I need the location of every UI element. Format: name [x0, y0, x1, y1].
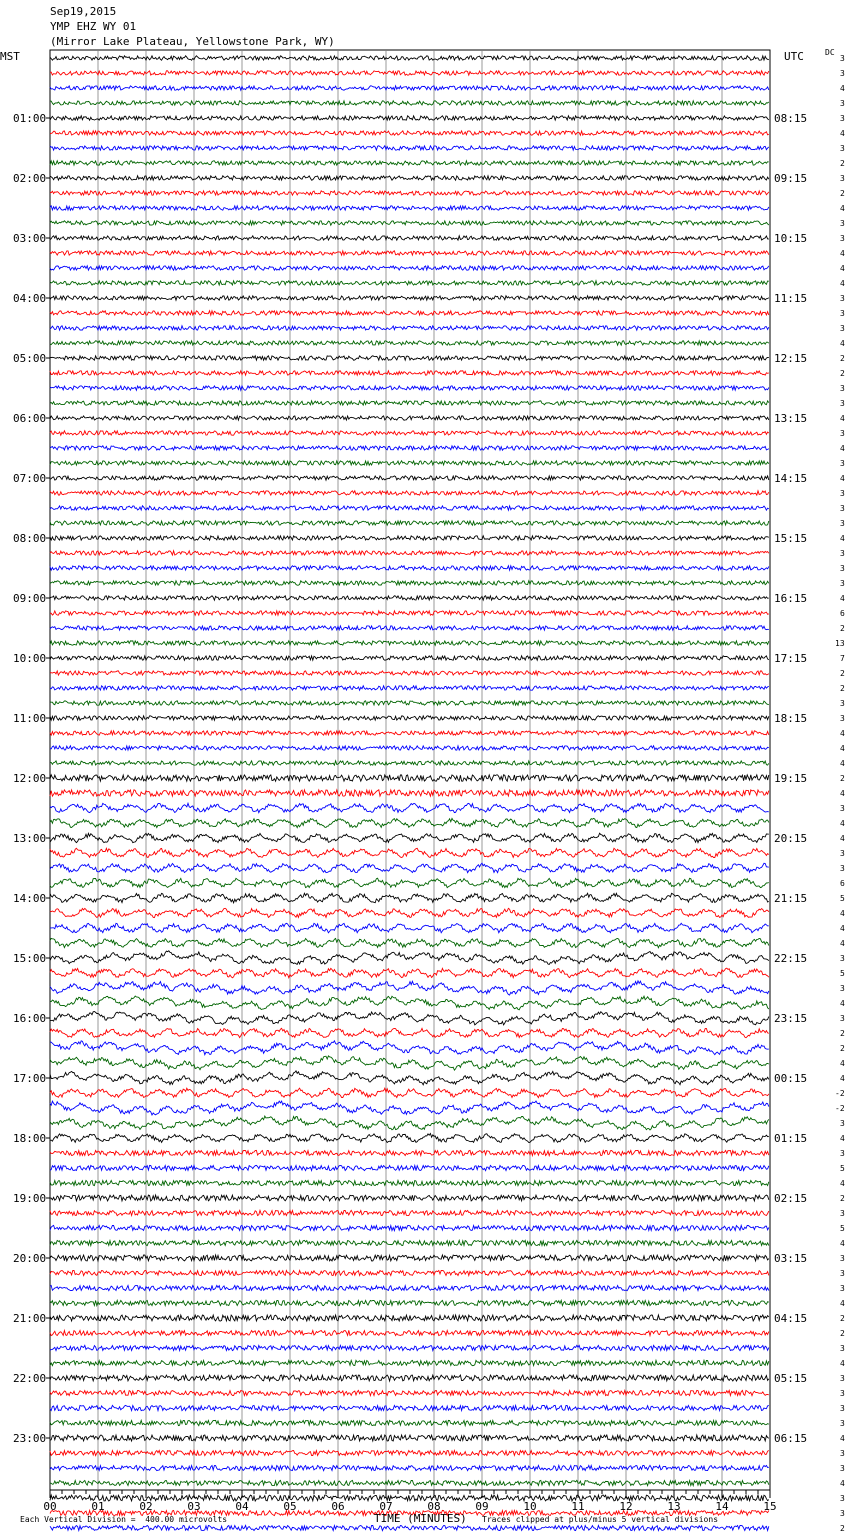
right-hour-label: 03:15: [774, 1252, 808, 1265]
station-location: (Mirror Lake Plateau, Yellowstone Park, WY): [50, 35, 335, 48]
seismic-trace: [50, 1360, 769, 1365]
dc-offset-label: 4: [840, 204, 845, 213]
left-hour-label: 16:00: [13, 1012, 47, 1025]
dc-offset-label: 4: [840, 744, 845, 753]
seismic-trace: [50, 848, 769, 857]
seismic-trace: [50, 1345, 769, 1350]
dc-offset-label: 4: [840, 1359, 845, 1368]
seismic-trace: [50, 311, 769, 315]
dc-offset-label: 2: [840, 1029, 845, 1038]
dc-offset-label: 3: [840, 1254, 845, 1263]
seismic-trace: [50, 1180, 769, 1185]
dc-offset-label: 3: [840, 234, 845, 243]
dc-offset-label: 3: [840, 1149, 845, 1158]
seismic-trace: [50, 221, 769, 225]
seismic-trace: [50, 1116, 769, 1130]
left-hour-label: 20:00: [13, 1252, 47, 1265]
left-hour-label: 18:00: [13, 1132, 47, 1145]
x-tick-label: 09: [475, 1500, 489, 1513]
right-timezone-label: UTC: [784, 50, 804, 63]
dc-offset-label: 3: [840, 804, 845, 813]
seismic-trace: [50, 893, 769, 903]
dc-offset-label: 3: [840, 1494, 845, 1503]
right-hour-label: 05:15: [774, 1372, 808, 1385]
seismic-trace: [50, 656, 769, 660]
right-hour-label: 13:15: [774, 412, 808, 425]
dc-offset-label: 4: [840, 414, 845, 423]
left-hour-label: 06:00: [13, 412, 47, 425]
seismic-trace: [50, 581, 769, 585]
left-hour-label: 08:00: [13, 532, 47, 545]
left-hour-label: 02:00: [13, 172, 47, 185]
dc-offset-label: 3: [840, 504, 845, 513]
dc-offset-label: 2: [840, 1194, 845, 1203]
dc-offset-label: 6: [840, 609, 845, 618]
seismic-trace: [50, 236, 769, 240]
right-hour-label: 22:15: [774, 952, 808, 965]
seismic-trace: [50, 1270, 769, 1275]
dc-offset-label: 4: [840, 474, 845, 483]
left-hour-label: 21:00: [13, 1312, 47, 1325]
x-tick-label: 12: [619, 1500, 633, 1513]
dc-offset-label: 3: [840, 1284, 845, 1293]
dc-offset-label: 3: [840, 399, 845, 408]
dc-offset-label: 13: [835, 639, 845, 648]
x-tick-label: 07: [379, 1500, 393, 1513]
seismic-trace: [50, 746, 769, 750]
dc-offset-label: 4: [840, 1479, 845, 1488]
dc-offset-label: 4: [840, 834, 845, 843]
dc-offset-label: 4: [840, 999, 845, 1008]
dc-offset-label: 4: [840, 594, 845, 603]
seismic-trace: [50, 996, 769, 1010]
dc-offset-label: 3: [840, 1389, 845, 1398]
seismic-trace: [50, 1285, 769, 1290]
seismic-trace: [50, 818, 769, 827]
seismic-trace: [50, 1028, 769, 1037]
left-hour-label: 09:00: [13, 592, 47, 605]
dc-offset-label: 4: [840, 279, 845, 288]
dc-offset-label: 3: [840, 1404, 845, 1413]
right-hour-label: 15:15: [774, 532, 808, 545]
right-hour-label: 00:15: [774, 1072, 808, 1085]
dc-offset-label: 3: [840, 1119, 845, 1128]
chart-date: Sep19,2015: [50, 5, 117, 18]
seismic-trace: [50, 251, 769, 255]
dc-offset-label: 3: [840, 309, 845, 318]
dc-offset-label: 2: [840, 1044, 845, 1053]
seismic-trace: [50, 461, 769, 465]
right-hour-label: 11:15: [774, 292, 808, 305]
x-tick-label: 01: [91, 1500, 105, 1513]
x-axis-title: TIME (MINUTES): [374, 1512, 467, 1525]
dc-offset-label: 2: [840, 1524, 845, 1533]
dc-offset-label: 4: [840, 924, 845, 933]
dc-offset-label: 4: [840, 1059, 845, 1068]
x-tick-label: 15: [763, 1500, 777, 1513]
right-hour-label: 04:15: [774, 1312, 808, 1325]
x-tick-label: 13: [667, 1500, 681, 1513]
right-hour-label: 19:15: [774, 772, 808, 785]
dc-offset-label: 3: [840, 324, 845, 333]
dc-offset-label: 3: [840, 1209, 845, 1218]
x-tick-label: 04: [235, 1500, 249, 1513]
dc-offset-label: 3: [840, 564, 845, 573]
seismic-trace: [50, 596, 769, 600]
seismic-trace: [50, 521, 769, 525]
seismic-trace: [50, 86, 769, 90]
right-hour-label: 02:15: [774, 1192, 808, 1205]
seismic-trace: [50, 1390, 769, 1395]
right-hour-label: 12:15: [774, 352, 808, 365]
seismic-trace: [50, 981, 769, 995]
seismic-trace: [50, 611, 769, 615]
right-hour-label: 16:15: [774, 592, 808, 605]
seismic-trace: [50, 146, 769, 150]
seismic-trace: [50, 1056, 769, 1070]
dc-offset-label: 3: [840, 69, 845, 78]
seismic-trace: [50, 101, 769, 105]
left-hour-label: 01:00: [13, 112, 47, 125]
x-tick-label: 03: [187, 1500, 201, 1513]
seismic-trace: [50, 161, 769, 165]
right-hour-label: 08:15: [774, 112, 808, 125]
left-hour-label: 13:00: [13, 832, 47, 845]
dc-offset-label: 3: [840, 549, 845, 558]
seismic-trace: [50, 803, 769, 812]
seismic-trace: [50, 1225, 769, 1230]
seismic-trace: [50, 1041, 769, 1055]
seismic-trace: [50, 386, 769, 390]
dc-offset-label: 3: [840, 1419, 845, 1428]
dc-offset-label: 3: [840, 954, 845, 963]
seismic-trace: [50, 1150, 769, 1155]
dc-offset-label: 4: [840, 129, 845, 138]
station-name: YMP EHZ WY 01: [50, 20, 137, 33]
seismic-trace: [50, 1465, 769, 1470]
seismic-trace: [50, 1088, 769, 1097]
left-hour-label: 03:00: [13, 232, 47, 245]
seismic-trace: [50, 671, 769, 675]
dc-offset-label: 3: [840, 1344, 845, 1353]
right-hour-label: 23:15: [774, 1012, 808, 1025]
seismic-trace: [50, 341, 769, 345]
seismic-trace: [50, 701, 769, 705]
dc-offset-label: 5: [840, 1224, 845, 1233]
left-hour-label: 17:00: [13, 1072, 47, 1085]
dc-offset-label: 2: [840, 624, 845, 633]
dc-offset-label: 4: [840, 534, 845, 543]
dc-offset-label: 7: [840, 654, 845, 663]
left-hour-label: 23:00: [13, 1432, 47, 1445]
seismic-trace: [50, 1435, 769, 1441]
right-hour-label: 18:15: [774, 712, 808, 725]
seismic-trace: [50, 1134, 769, 1143]
left-hour-label: 05:00: [13, 352, 47, 365]
right-hour-label: 17:15: [774, 652, 808, 665]
seismic-trace: [50, 131, 769, 135]
dc-offset-label: 2: [840, 354, 845, 363]
dc-offset-label: 3: [840, 1374, 845, 1383]
x-tick-label: 14: [715, 1500, 729, 1513]
seismic-trace: [50, 1315, 769, 1321]
dc-offset-label: 4: [840, 1434, 845, 1443]
seismic-trace: [50, 1012, 769, 1025]
seismic-trace: [50, 431, 769, 435]
seismic-trace: [50, 476, 769, 480]
dc-offset-label: 3: [840, 1449, 845, 1458]
right-hour-label: 21:15: [774, 892, 808, 905]
dc-offset-label: 3: [840, 384, 845, 393]
dc-offset-label: 2: [840, 774, 845, 783]
x-tick-label: 02: [139, 1500, 153, 1513]
seismic-trace: [50, 296, 769, 300]
seismic-trace: [50, 790, 769, 796]
seismic-trace: [50, 833, 769, 843]
left-timezone-label: MST: [0, 50, 20, 63]
seismic-trace: [50, 1480, 769, 1485]
seismic-trace: [50, 761, 769, 765]
right-hour-label: 09:15: [774, 172, 808, 185]
seismic-trace: [50, 356, 769, 360]
dc-offset-label: -2: [835, 1089, 845, 1098]
dc-offset-label: 2: [840, 189, 845, 198]
dc-offset-label: 3: [840, 579, 845, 588]
dc-offset-label: 4: [840, 1179, 845, 1188]
seismic-trace: [50, 281, 769, 285]
dc-offset-label: 3: [840, 219, 845, 228]
seismic-trace: [50, 401, 769, 405]
seismic-trace: [50, 446, 769, 450]
seismic-trace: [50, 116, 769, 120]
dc-offset-label: 4: [840, 1134, 845, 1143]
seismic-trace: [50, 923, 769, 933]
seismic-trace: [50, 641, 769, 645]
dc-offset-label: 3: [840, 714, 845, 723]
dc-offset-label: 4: [840, 84, 845, 93]
seismic-trace: [50, 626, 769, 630]
dc-offset-label: 3: [840, 489, 845, 498]
seismic-trace: [50, 1101, 769, 1115]
left-hour-label: 14:00: [13, 892, 47, 905]
seismic-trace: [50, 1330, 769, 1335]
seismic-trace: [50, 266, 769, 270]
seismic-trace: [50, 506, 769, 510]
seismic-trace: [50, 416, 769, 420]
dc-offset-label: 4: [840, 339, 845, 348]
dc-offset-label: 2: [840, 1314, 845, 1323]
seismic-trace: [50, 371, 769, 375]
dc-offset-label: 3: [840, 114, 845, 123]
x-tick-label: 08: [427, 1500, 441, 1513]
seismic-trace: [50, 863, 769, 873]
dc-offset-label: 4: [840, 909, 845, 918]
dc-offset-label: 4: [840, 759, 845, 768]
seismic-trace: [50, 1210, 769, 1215]
dc-offset-label: 3: [840, 864, 845, 873]
right-hour-label: 14:15: [774, 472, 808, 485]
seismic-trace: [50, 326, 769, 330]
seismic-trace: [50, 686, 769, 690]
seismic-trace: [50, 566, 769, 570]
dc-offset-label: 2: [840, 369, 845, 378]
seismic-trace: [50, 1375, 769, 1381]
x-tick-label: 06: [331, 1500, 345, 1513]
left-hour-label: 12:00: [13, 772, 47, 785]
right-hour-label: 06:15: [774, 1432, 808, 1445]
dc-offset-label: 2: [840, 159, 845, 168]
dc-offset-label: 6: [840, 879, 845, 888]
seismic-trace: [50, 908, 769, 917]
x-tick-label: 11: [571, 1500, 585, 1513]
dc-offset-label: 3: [840, 174, 845, 183]
left-hour-label: 10:00: [13, 652, 47, 665]
dc-offset-label: 4: [840, 1299, 845, 1308]
dc-offset-label: 4: [840, 444, 845, 453]
seismic-trace: [50, 1525, 769, 1530]
seismic-trace: [50, 968, 769, 978]
seismic-trace: [50, 1240, 769, 1245]
dc-offset-label: 4: [840, 789, 845, 798]
dc-offset-label: 5: [840, 1164, 845, 1173]
seismic-trace: [50, 71, 769, 75]
dc-offset-label: 5: [840, 894, 845, 903]
dc-offset-label: 3: [840, 144, 845, 153]
dc-offset-label: 4: [840, 1074, 845, 1083]
dc-offset-label: 3: [840, 849, 845, 858]
seismic-trace: [50, 951, 769, 965]
x-tick-label: 10: [523, 1500, 537, 1513]
dc-label: DC: [825, 48, 835, 57]
seismic-trace: [50, 1495, 769, 1501]
left-hour-label: 07:00: [13, 472, 47, 485]
seismic-trace: [50, 536, 769, 540]
dc-offset-label: 4: [840, 249, 845, 258]
seismic-trace: [50, 775, 769, 781]
left-hour-label: 15:00: [13, 952, 47, 965]
x-tick-label: 00: [43, 1500, 57, 1513]
seismic-trace: [50, 1300, 769, 1305]
seismic-trace: [50, 716, 769, 720]
dc-offset-label: 2: [840, 669, 845, 678]
left-hour-label: 19:00: [13, 1192, 47, 1205]
right-hour-label: 20:15: [774, 832, 808, 845]
seismic-trace: [50, 176, 769, 180]
dc-offset-label: 4: [840, 819, 845, 828]
seismic-trace: [50, 1195, 769, 1201]
seismic-trace: [50, 731, 769, 735]
right-hour-label: 01:15: [774, 1132, 808, 1145]
seismic-trace: [50, 1420, 769, 1425]
dc-offset-label: 3: [840, 1269, 845, 1278]
dc-offset-label: 3: [840, 984, 845, 993]
seismic-trace: [50, 938, 769, 947]
seismic-trace: [50, 878, 769, 887]
dc-offset-label: 3: [840, 699, 845, 708]
dc-offset-label: 3: [840, 459, 845, 468]
x-tick-label: 05: [283, 1500, 297, 1513]
seismic-trace: [50, 1165, 769, 1170]
dc-offset-label: 4: [840, 1239, 845, 1248]
dc-offset-label: -2: [835, 1104, 845, 1113]
dc-offset-label: 5: [840, 969, 845, 978]
dc-offset-label: 2: [840, 684, 845, 693]
seismic-trace: [50, 1255, 769, 1261]
dc-offset-label: 4: [840, 939, 845, 948]
left-hour-label: 22:00: [13, 1372, 47, 1385]
dc-offset-label: 3: [840, 1464, 845, 1473]
left-hour-label: 11:00: [13, 712, 47, 725]
dc-offset-label: 3: [840, 429, 845, 438]
dc-offset-label: 3: [840, 54, 845, 63]
dc-offset-label: 4: [840, 264, 845, 273]
seismic-trace: [50, 1405, 769, 1410]
dc-offset-label: 3: [840, 1509, 845, 1518]
right-hour-label: 10:15: [774, 232, 808, 245]
dc-offset-label: 3: [840, 519, 845, 528]
dc-offset-label: 4: [840, 729, 845, 738]
seismic-trace: [50, 1071, 769, 1085]
seismic-trace: [50, 56, 769, 60]
clipping-note: Traces clipped at plus/minus 5 vertical divisions: [482, 1515, 719, 1524]
seismic-trace: [50, 551, 769, 555]
seismic-trace: [50, 1450, 769, 1455]
seismic-trace: [50, 206, 769, 210]
dc-offset-label: 3: [840, 294, 845, 303]
dc-offset-label: 3: [840, 99, 845, 108]
vertical-division-note: Each Vertical Division = 400.00 microvolts: [20, 1515, 228, 1524]
seismic-trace: [50, 491, 769, 495]
dc-offset-label: 2: [840, 1329, 845, 1338]
seismic-trace: [50, 191, 769, 195]
left-hour-label: 04:00: [13, 292, 47, 305]
dc-offset-label: 3: [840, 1014, 845, 1023]
